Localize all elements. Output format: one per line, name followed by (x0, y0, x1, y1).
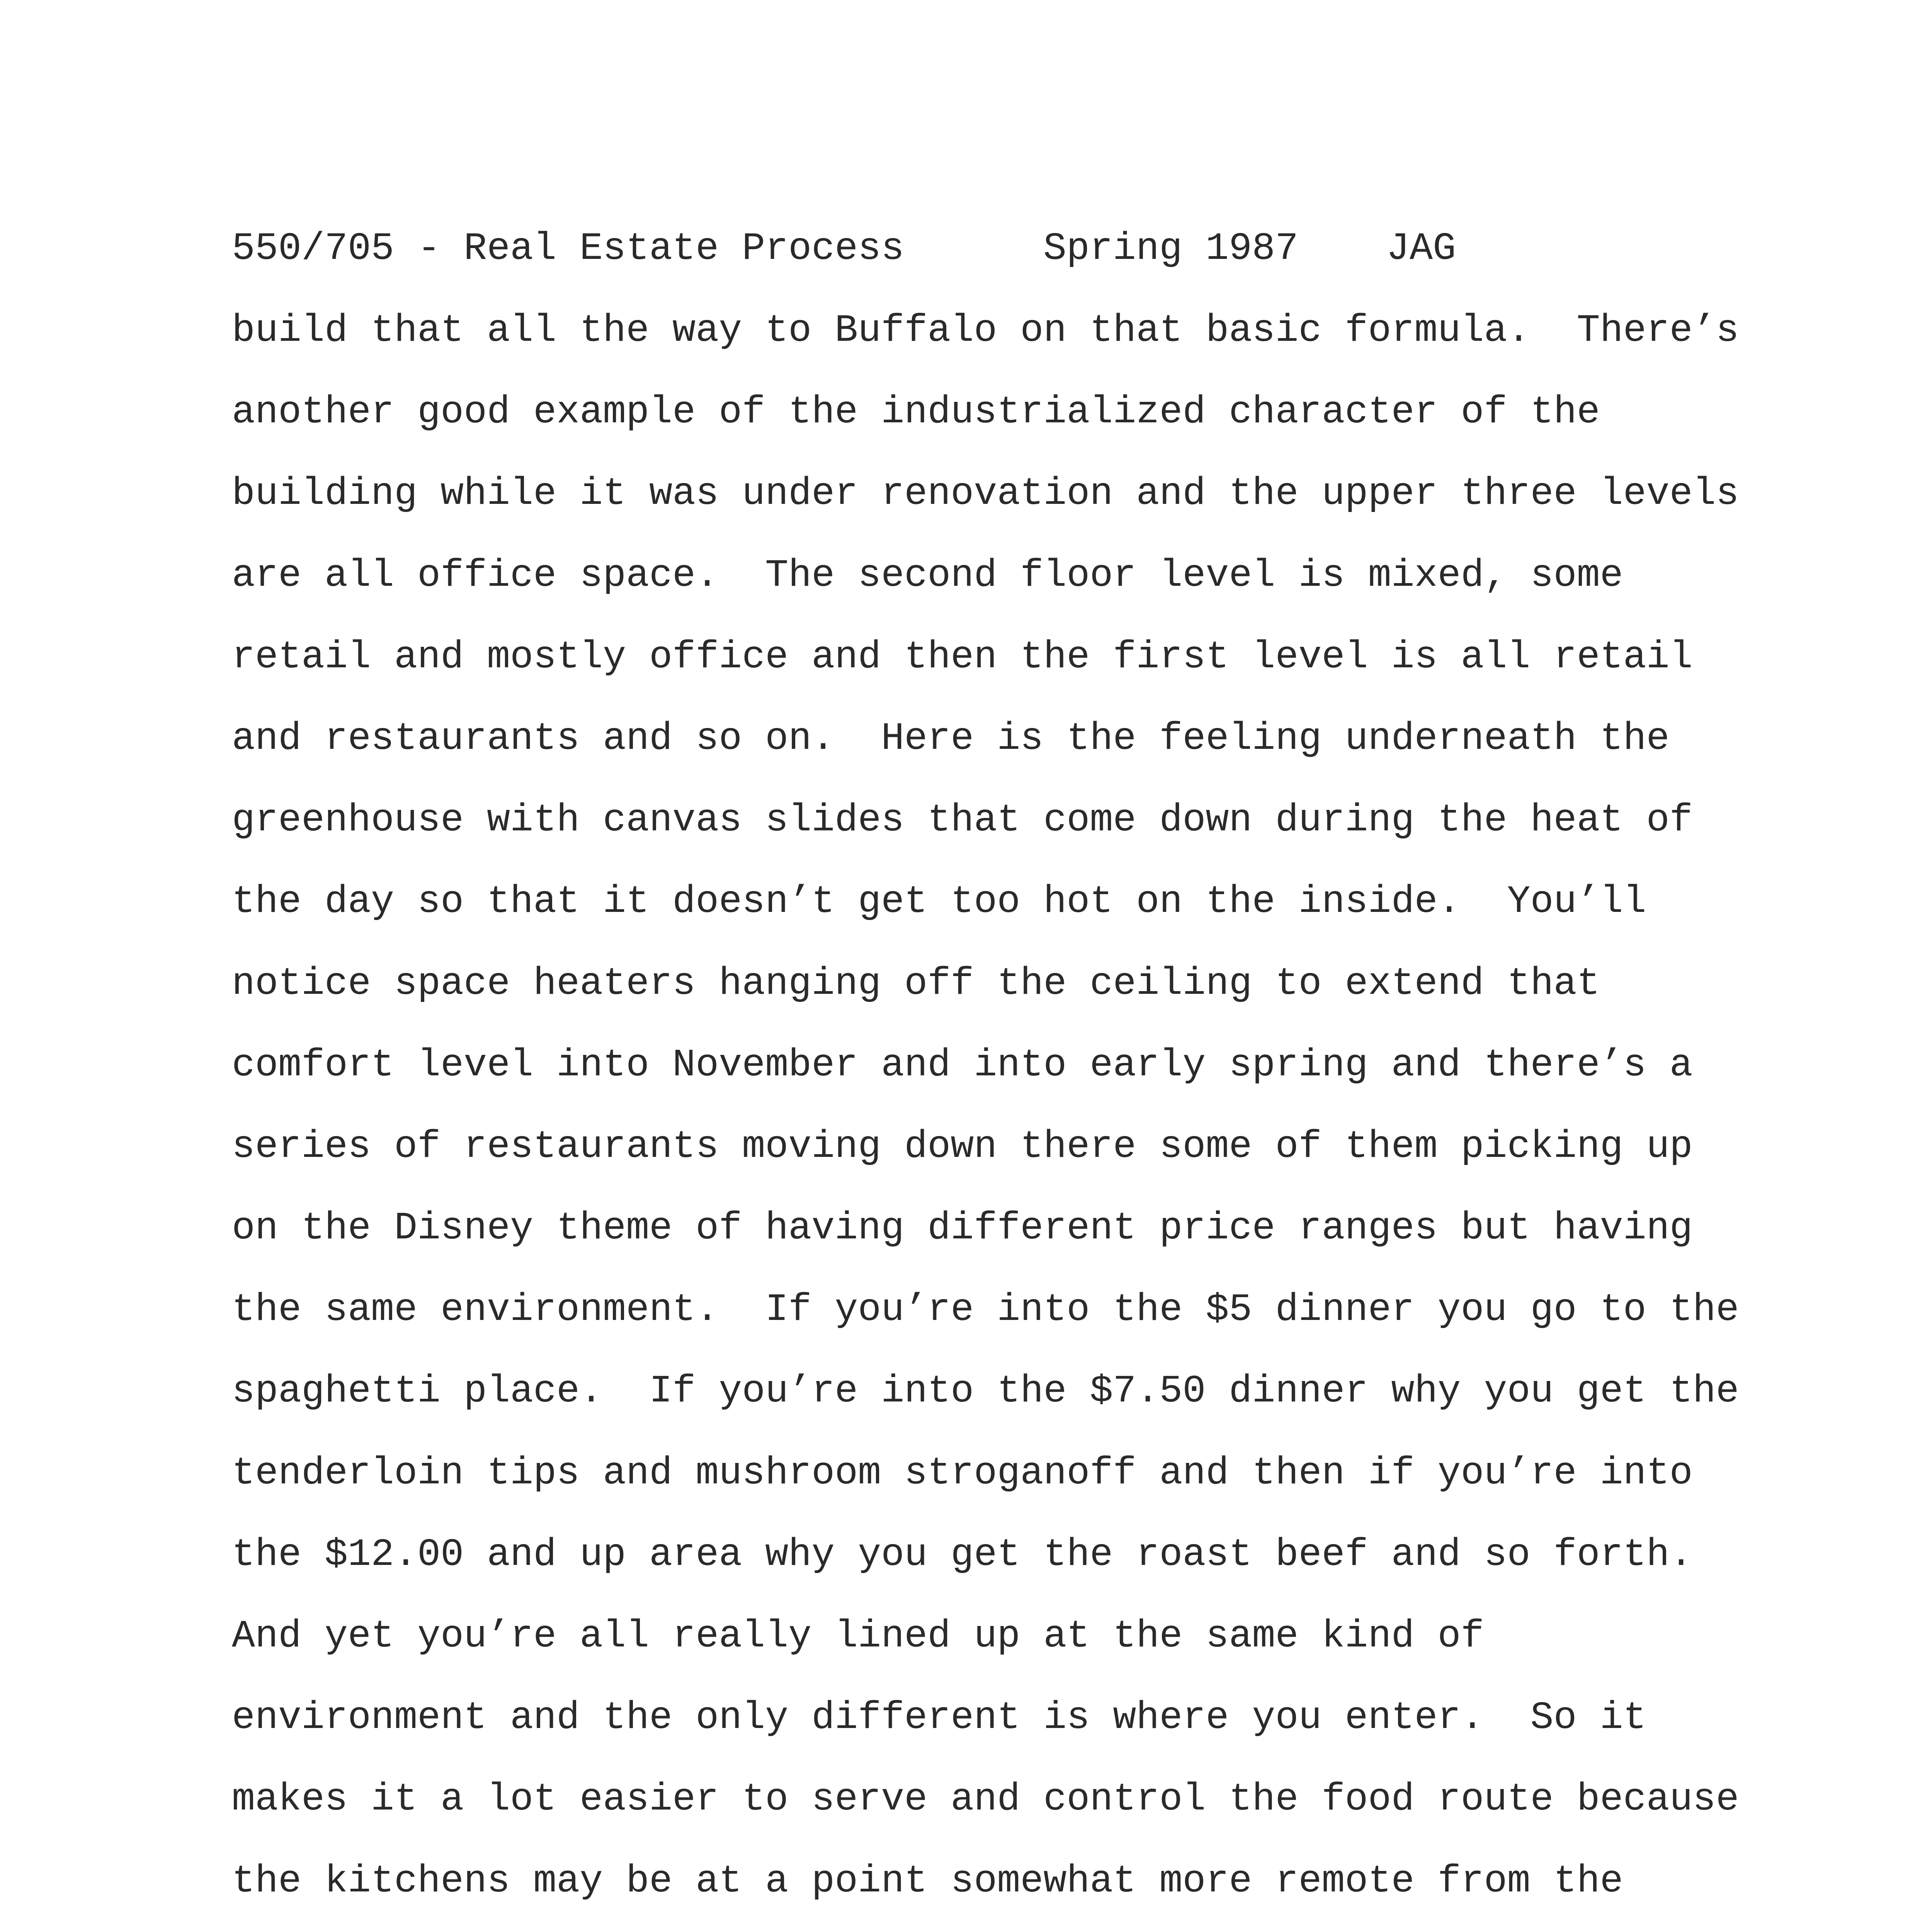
text-line: greenhouse with canvas slides that come down during the heat of (232, 799, 1693, 843)
text-line: are all office space. The second floor level is mixed, some (232, 554, 1623, 598)
text-line: comfort level into November and into early spring and there’s a (232, 1043, 1693, 1087)
text-line: and restaurants and so on. Here is the feeling underneath the (232, 717, 1670, 761)
text-line: the same environment. If you’re into the $5 dinner you go to the (232, 1288, 1739, 1332)
text-line: And yet you’re all really lined up at the same kind of (232, 1615, 1484, 1658)
text-line: environment and the only different is where you enter. So it (232, 1696, 1646, 1740)
text-line: series of restaurants moving down there some of them picking up (232, 1125, 1693, 1169)
text-line: tenderloin tips and mushroom stroganoff and then if you’re into (232, 1451, 1693, 1495)
page-header (232, 226, 1456, 272)
text-line: notice space heaters hanging off the ceiling to extend that (232, 962, 1600, 1006)
course-title: 550/705 - Real Estate Process (232, 227, 905, 271)
transcript-body (232, 308, 1739, 1932)
text-line: on the Disney theme of having different price ranges but having (232, 1207, 1693, 1251)
author-initials: JAG (1386, 227, 1456, 271)
term-label: Spring 1987 (1043, 227, 1299, 271)
text-line: building while it was under renovation and the upper three levels (232, 472, 1739, 516)
text-line: makes it a lot easier to serve and control the food route because (232, 1778, 1739, 1822)
text-line: retail and mostly office and then the first level is all retail (232, 635, 1693, 679)
text-line: spaghetti place. If you’re into the $7.50 dinner why you get the (232, 1370, 1739, 1414)
text-line: the kitchens may be at a point somewhat more remote from the (232, 1859, 1623, 1903)
text-line: another good example of the industrialized character of the (232, 391, 1600, 435)
text-line: build that all the way to Buffalo on that basic formula. There’s (232, 309, 1739, 353)
text-line: the day so that it doesn’t get too hot on the inside. You’ll (232, 880, 1646, 924)
text-line: the $12.00 and up area why you get the roast beef and so forth. (232, 1533, 1693, 1577)
